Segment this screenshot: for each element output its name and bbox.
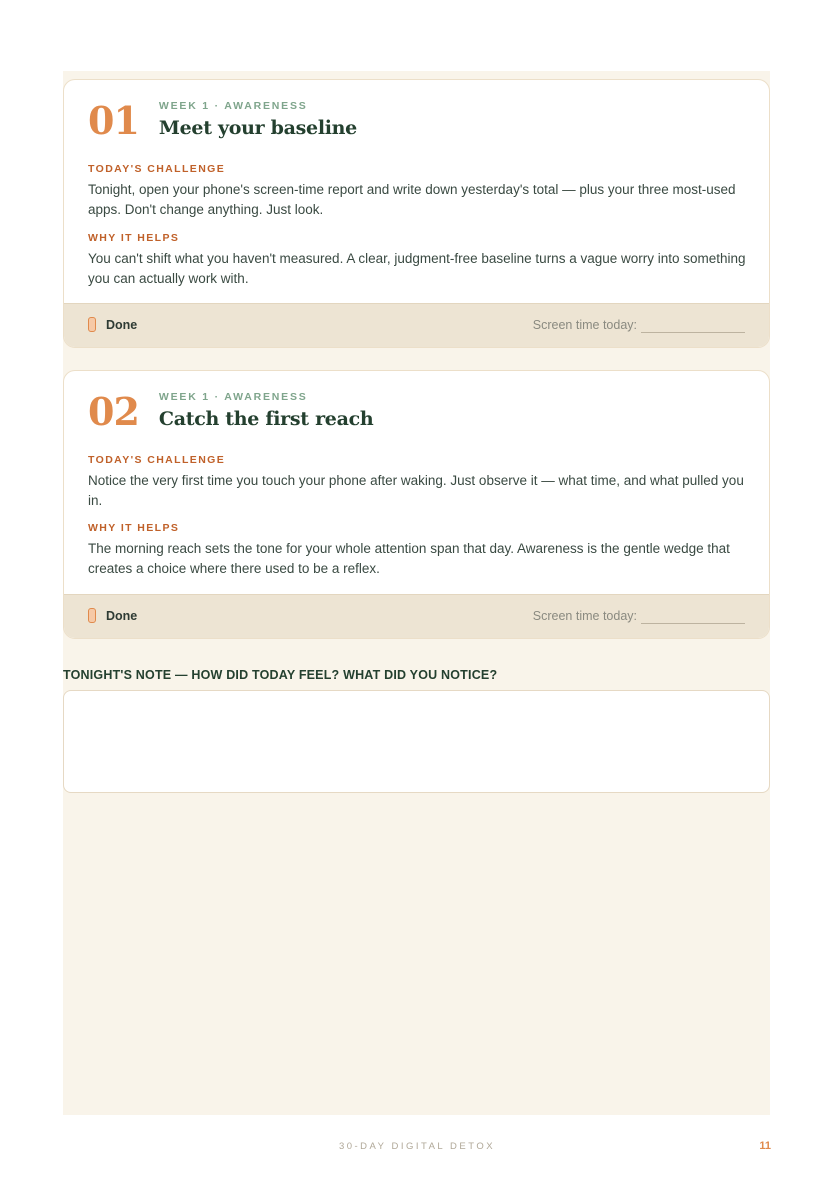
note-prompt: TONIGHT'S NOTE — HOW DID TODAY FEEL? WHAT DID YOU NOTICE? <box>63 668 498 682</box>
page-number: 11 <box>759 1140 771 1152</box>
challenge-section <box>88 454 747 511</box>
done-label: Done <box>106 318 138 332</box>
challenge-card-day-1 <box>63 79 770 348</box>
card-header <box>88 98 357 143</box>
why-text: You can't shift what you haven't measured. A clear, judgment-free baseline turns a vague worry into something you can actually work with. <box>88 251 746 286</box>
challenge-card-day-2 <box>63 370 770 639</box>
challenge-section <box>88 163 747 220</box>
screen-time-label: Screen time today: <box>532 318 637 332</box>
screen-time-input-line[interactable] <box>641 332 745 333</box>
card-footer <box>64 594 769 638</box>
done-checkbox[interactable] <box>88 317 96 332</box>
screen-time-label: Screen time today: <box>532 609 637 623</box>
challenge-text: Notice the very first time you touch your phone after waking. Just observe it — what time, and what pulled you in. <box>88 473 744 508</box>
why-label: WHY IT HELPS <box>88 522 180 534</box>
card-header <box>88 389 374 434</box>
why-section <box>88 522 747 579</box>
day-number: 01 <box>88 98 139 143</box>
week-label: WEEK 1 · AWARENESS <box>158 100 308 112</box>
footer-title: 30-DAY DIGITAL DETOX <box>338 1141 496 1152</box>
done-checkbox[interactable] <box>88 608 96 623</box>
why-label: WHY IT HELPS <box>88 232 180 244</box>
why-text: The morning reach sets the tone for your whole attention span that day. Awareness is the gentle wedge that creates a choice where there used to be a reflex. <box>88 541 730 576</box>
note-textarea[interactable] <box>63 690 770 793</box>
day-number: 02 <box>88 389 139 434</box>
card-title: Catch the first reach <box>158 408 374 430</box>
done-label: Done <box>106 609 138 623</box>
challenge-text: Tonight, open your phone's screen-time report and write down yesterday's total — plus your three most-used apps. Don't change anything. Just look. <box>88 182 736 217</box>
why-section <box>88 232 747 289</box>
card-title: Meet your baseline <box>158 117 357 139</box>
challenge-label: TODAY'S CHALLENGE <box>88 454 226 466</box>
card-footer <box>64 303 769 347</box>
week-label: WEEK 1 · AWARENESS <box>158 391 308 403</box>
screen-time-input-line[interactable] <box>641 623 745 624</box>
challenge-label: TODAY'S CHALLENGE <box>88 163 226 175</box>
